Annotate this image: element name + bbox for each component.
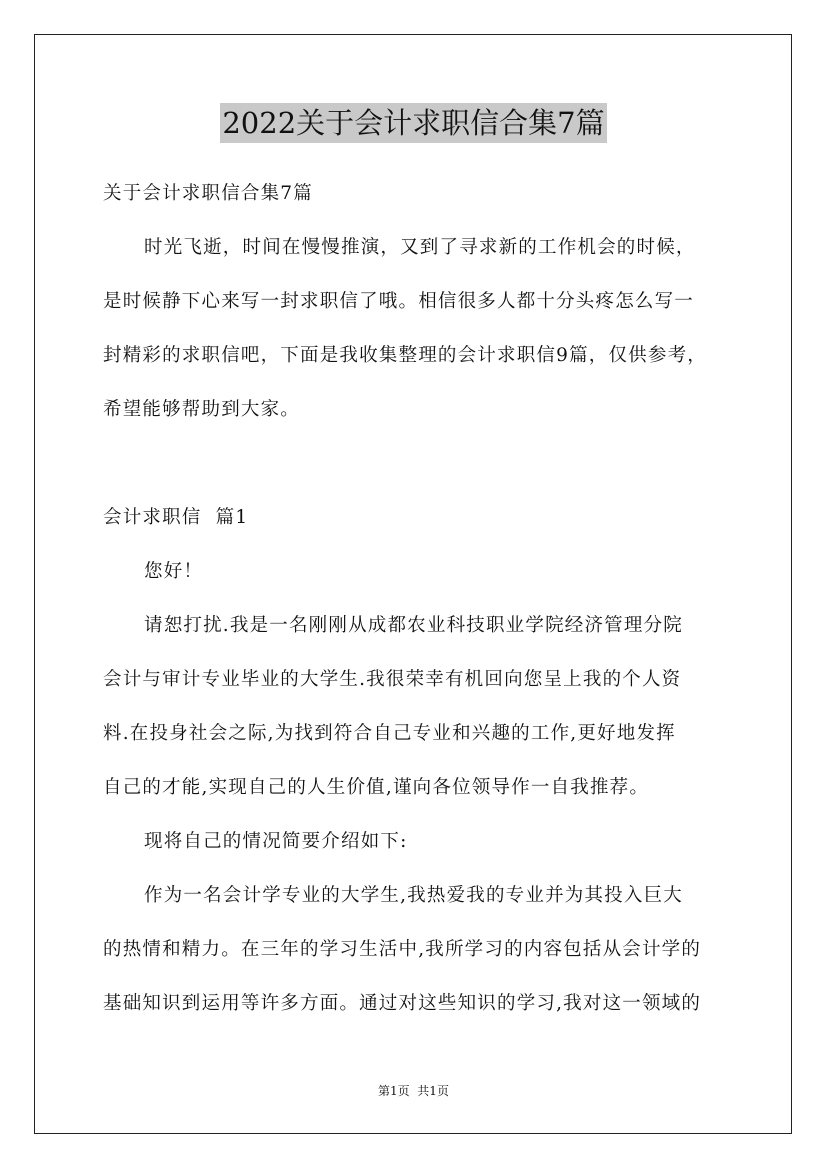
section-heading: 会计求职信 篇1 [103,507,249,528]
document-title: 2022关于会计求职信合集7篇 [220,103,606,143]
intro-line: 时光飞逝，时间在慢慢推演，又到了寻求新的工作机会的时候， [144,237,696,258]
paragraph-line: 基础知识到运用等许多方面。通过对这些知识的学习,我对这一领域的 [103,993,702,1014]
intro-line: 是时候静下心来写一封求职信了哦。相信很多人都十分头疼怎么写一 [103,291,695,312]
paragraph-line: 作为一名会计学专业的大学生,我热爱我的专业并为其投入巨大 [144,885,683,906]
intro-line: 封精彩的求职信吧，下面是我收集整理的会计求职信9篇，仅供参考， [103,345,707,366]
paragraph-line: 会计与审计专业毕业的大学生.我很荣幸有机回向您呈上我的个人资 [103,669,682,690]
document-subtitle: 关于会计求职信合集7篇 [103,183,313,204]
paragraph-line: 现将自己的情况简要介绍如下: [144,831,408,852]
paragraph-line: 自己的才能,实现自己的人生价值,谨向各位领导作一自我推荐。 [103,777,650,798]
paragraph-line: 料.在投身社会之际,为找到符合自己专业和兴趣的工作,更好地发挥 [103,723,676,744]
title-container [0,103,827,143]
greeting: 您好！ [144,561,204,582]
page-footer: 第1页 共1页 [378,1084,449,1098]
paragraph-line: 的热情和精力。在三年的学习生活中,我所学习的内容包括从会计学的 [103,939,702,960]
intro-line: 希望能够帮助到大家。 [103,399,301,420]
paragraph-line: 请恕打扰.我是一名刚刚从成都农业科技职业学院经济管理分院 [144,615,683,636]
